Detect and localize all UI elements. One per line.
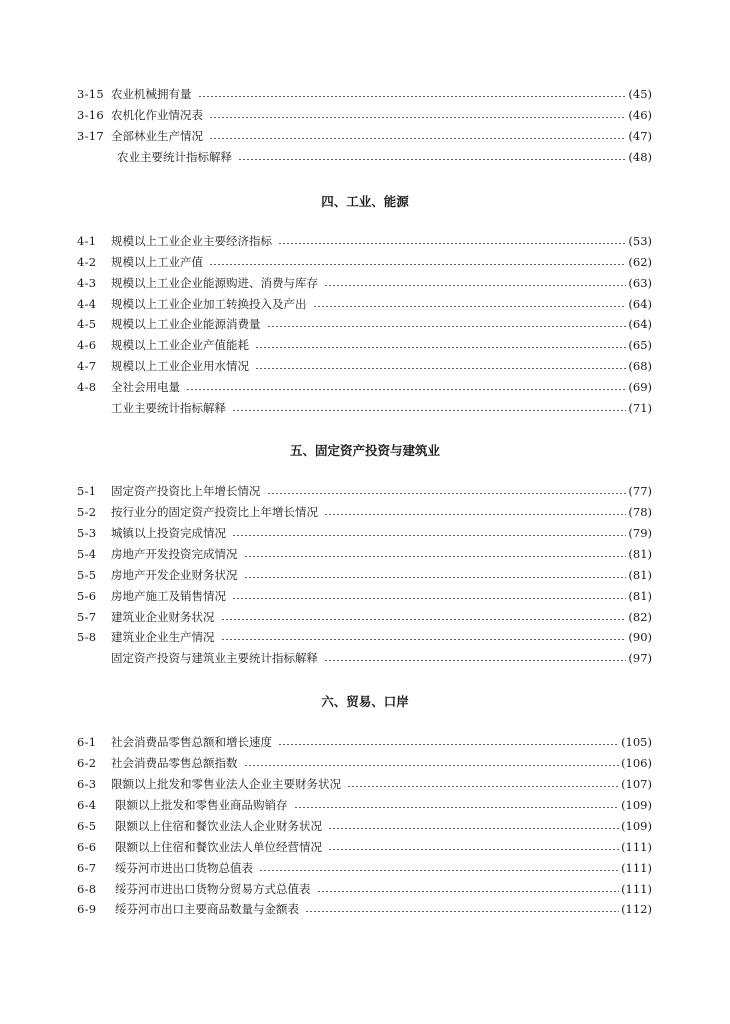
entry-number: 6-4: [77, 798, 97, 812]
entry-page: (97): [628, 651, 652, 665]
dot-leader: [232, 410, 626, 411]
entry-title: 绥芬河市进出口货物总值表: [115, 861, 253, 875]
dot-leader: [209, 264, 626, 265]
entry-number: 6-9: [77, 902, 97, 916]
entry-title: 工业主要统计指标解释: [111, 401, 226, 415]
toc-entry[interactable]: [77, 817, 652, 835]
entry-number: 6-3: [77, 777, 97, 791]
dot-leader: [186, 389, 626, 390]
entry-title: 农业主要统计指标解释: [117, 150, 232, 164]
toc-entry[interactable]: [77, 148, 652, 166]
dot-leader: [328, 828, 619, 829]
entry-page: (111): [621, 861, 652, 875]
entry-title: 限额以上住宿和餐饮业法人企业财务状况: [115, 819, 322, 833]
toc-entry[interactable]: [77, 880, 652, 898]
entry-number: 5-3: [77, 526, 97, 540]
toc-entry[interactable]: [77, 545, 652, 563]
entry-page: (69): [628, 380, 652, 394]
entry-page: (48): [628, 150, 652, 164]
entry-page: (90): [628, 630, 652, 644]
entry-page: (105): [621, 735, 652, 749]
toc-entry[interactable]: [77, 85, 652, 103]
entry-number: 5-6: [77, 589, 97, 603]
entry-title: 绥芬河市出口主要商品数量与金额表: [115, 902, 299, 916]
dot-leader: [255, 347, 626, 348]
toc-entry[interactable]: [77, 253, 652, 271]
section-heading: 五、固定资产投资与建筑业: [289, 443, 440, 458]
entry-number: 4-2: [77, 255, 97, 269]
entry-title: 城镇以上投资完成情况: [111, 526, 226, 540]
toc-entry[interactable]: [77, 754, 652, 772]
dot-leader: [209, 117, 626, 118]
toc-entry[interactable]: [77, 566, 652, 584]
entry-number: 5-8: [77, 630, 97, 644]
toc-entry[interactable]: [77, 838, 652, 856]
toc-entry[interactable]: [77, 608, 652, 626]
entry-title: 限额以上批发和零售业商品购销存: [115, 798, 288, 812]
entry-page: (109): [621, 819, 652, 833]
toc-entry[interactable]: [77, 587, 652, 605]
dot-leader: [221, 639, 627, 640]
entry-title: 房地产开发投资完成情况: [111, 547, 238, 561]
entry-number: 3-16: [77, 108, 105, 122]
toc-entry[interactable]: [77, 503, 652, 521]
entry-number: 5-7: [77, 610, 97, 624]
toc-entry[interactable]: [77, 524, 652, 542]
toc-entry[interactable]: [77, 378, 652, 396]
dot-leader: [244, 556, 627, 557]
dot-leader: [209, 138, 626, 139]
entry-page: (71): [628, 401, 652, 415]
dot-leader: [238, 159, 626, 160]
dot-leader: [324, 285, 626, 286]
toc-entry[interactable]: [77, 775, 652, 793]
entry-page: (68): [628, 359, 652, 373]
entry-page: (111): [621, 840, 652, 854]
entry-title: 规模以上工业企业能源购进、消费与库存: [111, 276, 318, 290]
toc-entry[interactable]: [77, 127, 652, 145]
entry-page: (107): [621, 777, 652, 791]
dot-leader: [328, 849, 619, 850]
entry-page: (62): [628, 255, 652, 269]
entry-title: 规模以上工业产值: [111, 255, 203, 269]
entry-page: (81): [628, 589, 652, 603]
entry-page: (106): [621, 756, 652, 770]
entry-title: 固定资产投资与建筑业主要统计指标解释: [111, 651, 318, 665]
toc-entry[interactable]: [77, 106, 652, 124]
toc-entry[interactable]: [77, 900, 652, 918]
dot-leader: [232, 598, 626, 599]
entry-page: (63): [628, 276, 652, 290]
entry-page: (79): [628, 526, 652, 540]
entry-title: 规模以上工业企业加工转换投入及产出: [111, 297, 307, 311]
dot-leader: [221, 619, 627, 620]
entry-title: 规模以上工业企业用水情况: [111, 359, 249, 373]
entry-title: 绥芬河市进出口货物分贸易方式总值表: [115, 882, 311, 896]
entry-number: 6-7: [77, 861, 97, 875]
dot-leader: [294, 807, 620, 808]
entry-number: 4-4: [77, 297, 97, 311]
entry-page: (64): [628, 317, 652, 331]
entry-title: 社会消费品零售总额和增长速度: [111, 735, 272, 749]
toc-entry[interactable]: [77, 232, 652, 250]
entry-number: 4-6: [77, 338, 97, 352]
entry-title: 规模以上工业企业能源消费量: [111, 317, 261, 331]
entry-page: (46): [628, 108, 652, 122]
entry-page: (45): [628, 87, 652, 101]
dot-leader: [267, 326, 627, 327]
toc-entry[interactable]: [77, 733, 652, 751]
dot-leader: [198, 96, 627, 97]
entry-number: 4-8: [77, 380, 97, 394]
entry-title: 全社会用电量: [111, 380, 180, 394]
entry-title: 房地产施工及销售情况: [111, 589, 226, 603]
dot-leader: [244, 577, 627, 578]
entry-number: 5-2: [77, 505, 97, 519]
entry-number: 5-4: [77, 547, 97, 561]
entry-page: (111): [621, 882, 652, 896]
entry-title: 农业机械拥有量: [111, 87, 192, 101]
entry-number: 3-17: [77, 129, 105, 143]
entry-title: 规模以上工业企业主要经济指标: [111, 234, 272, 248]
toc-entry[interactable]: [77, 628, 652, 646]
entry-title: 按行业分的固定资产投资比上年增长情况: [111, 505, 318, 519]
entry-title: 房地产开发企业财务状况: [111, 568, 238, 582]
entry-page: (64): [628, 297, 652, 311]
entry-number: 6-6: [77, 840, 97, 854]
entry-title: 社会消费品零售总额指数: [111, 756, 238, 770]
entry-number: 6-5: [77, 819, 97, 833]
toc-entry[interactable]: [77, 399, 652, 417]
toc-entry[interactable]: [77, 357, 652, 375]
section-heading: 四、工业、能源: [321, 194, 409, 209]
dot-leader: [259, 870, 619, 871]
toc-entry[interactable]: [77, 649, 652, 667]
toc-entry[interactable]: [77, 315, 652, 333]
dot-leader: [244, 765, 620, 766]
toc-entry[interactable]: [77, 336, 652, 354]
dot-leader: [324, 514, 626, 515]
dot-leader: [267, 493, 627, 494]
entry-title: 建筑业企业财务状况: [111, 610, 215, 624]
entry-page: (81): [628, 568, 652, 582]
entry-page: (81): [628, 547, 652, 561]
entry-title: 规模以上工业企业产值能耗: [111, 338, 249, 352]
dot-leader: [278, 744, 619, 745]
dot-leader: [305, 911, 619, 912]
entry-title: 固定资产投资比上年增长情况: [111, 484, 261, 498]
entry-title: 限额以上批发和零售业法人企业主要财务状况: [111, 777, 341, 791]
entry-number: 6-1: [77, 735, 97, 749]
entry-number: 4-3: [77, 276, 97, 290]
entry-title: 建筑业企业生产情况: [111, 630, 215, 644]
dot-leader: [324, 660, 626, 661]
entry-number: 4-5: [77, 317, 97, 331]
toc-entry[interactable]: [77, 482, 652, 500]
entry-title: 全部林业生产情况: [111, 129, 203, 143]
dot-leader: [313, 306, 627, 307]
entry-title: 限额以上住宿和餐饮业法人单位经营情况: [115, 840, 322, 854]
toc-entry[interactable]: [77, 295, 652, 313]
entry-page: (109): [621, 798, 652, 812]
entry-number: 6-2: [77, 756, 97, 770]
dot-leader: [255, 368, 626, 369]
entry-page: (47): [628, 129, 652, 143]
dot-leader: [278, 243, 626, 244]
entry-number: 4-7: [77, 359, 97, 373]
entry-number: 3-15: [77, 87, 105, 101]
entry-page: (112): [621, 902, 652, 916]
toc-entry[interactable]: [77, 274, 652, 292]
entry-page: (78): [628, 505, 652, 519]
entry-page: (65): [628, 338, 652, 352]
dot-leader: [347, 786, 619, 787]
entry-title: 农机化作业情况表: [111, 108, 203, 122]
entry-number: 4-1: [77, 234, 97, 248]
entry-number: 6-8: [77, 882, 97, 896]
dot-leader: [317, 891, 620, 892]
entry-page: (77): [628, 484, 652, 498]
entry-page: (53): [628, 234, 652, 248]
entry-page: (82): [628, 610, 652, 624]
toc-entry[interactable]: [77, 859, 652, 877]
entry-number: 5-1: [77, 484, 97, 498]
section-heading: 六、贸易、口岸: [321, 694, 409, 709]
entry-number: 5-5: [77, 568, 97, 582]
dot-leader: [232, 535, 626, 536]
toc-entry[interactable]: [77, 796, 652, 814]
